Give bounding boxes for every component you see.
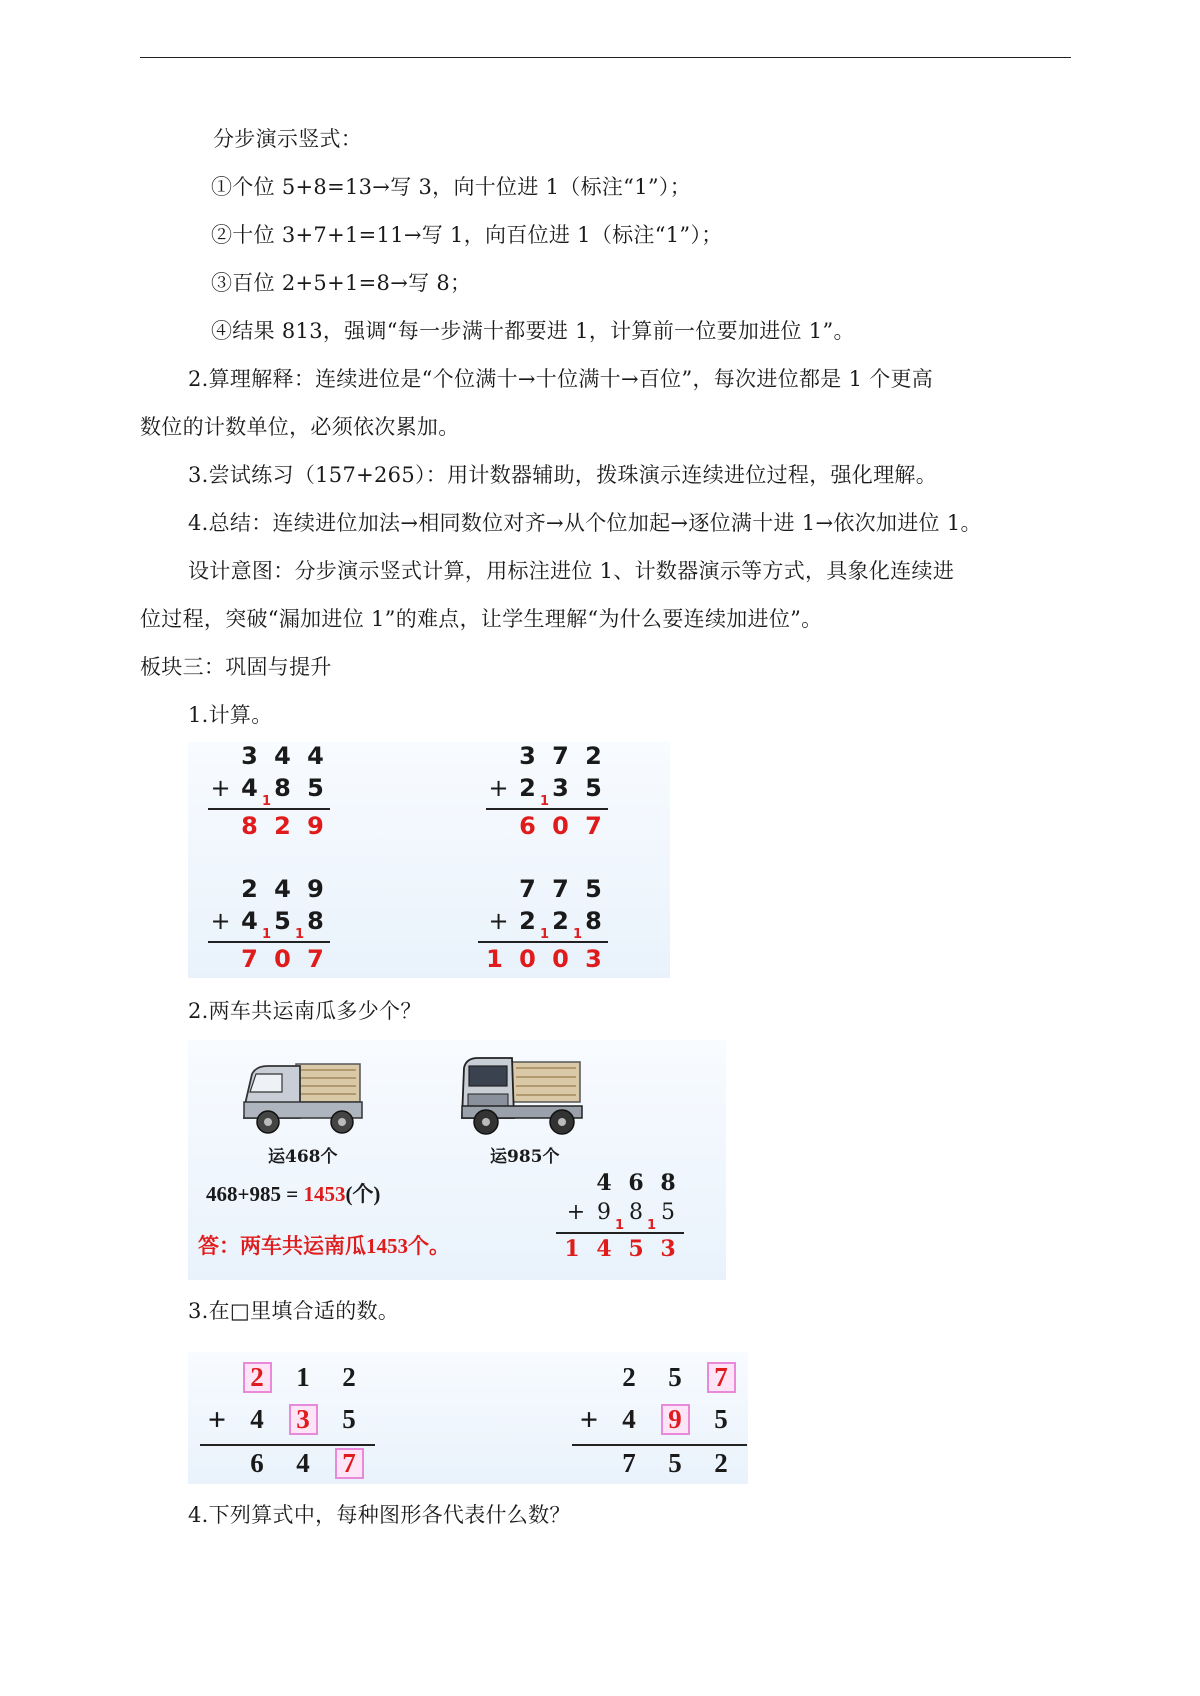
digit: 4 [622, 1404, 636, 1434]
digit: 7 [552, 875, 569, 903]
addend-top [233, 875, 332, 903]
sum-result [233, 812, 332, 840]
paragraph: 2.算理解释：连续进位是“个位满十→十位满十→百位”，每次进位都是 1 个更高 [188, 367, 934, 391]
digit: 1 [486, 945, 503, 973]
exercise-2-panel [188, 1040, 726, 1280]
digit: 6 [519, 812, 536, 840]
addend-bottom [200, 1401, 372, 1437]
plus-sign: + [207, 1401, 227, 1437]
digit: 2 [585, 742, 602, 770]
digit: 4 [274, 875, 291, 903]
paragraph: ①个位 5+8=13→写 3，向十位进 1（标注“1”）； [211, 175, 692, 199]
digit: 5 [585, 774, 602, 802]
digit: 4 [596, 1170, 612, 1196]
sum-line [572, 1444, 747, 1446]
carry-mark: 1 [615, 1218, 625, 1233]
header-rule [140, 57, 1071, 58]
addend-top [606, 1362, 744, 1393]
digit: 2 [552, 907, 569, 935]
digit: 3 [585, 945, 602, 973]
digit: 8 [307, 907, 324, 935]
equation [206, 1178, 380, 1208]
carry-mark: 1 [540, 794, 550, 809]
answer-box[interactable]: 7 [335, 1448, 364, 1479]
carry-mark: 1 [262, 794, 272, 809]
digit: 0 [552, 945, 569, 973]
digit: 2 [714, 1448, 728, 1478]
plus-sign: + [210, 907, 231, 935]
digit: 3 [519, 742, 536, 770]
digit: 3 [660, 1236, 676, 1262]
digit: 7 [241, 945, 258, 973]
digit: 6 [628, 1170, 644, 1196]
plus-sign: + [488, 907, 509, 935]
plus-sign: + [579, 1401, 599, 1437]
truck-caption: 运468个 [268, 1147, 338, 1167]
paragraph: ③百位 2+5+1=8→写 8； [211, 271, 472, 295]
digit: 8 [274, 774, 291, 802]
digit: 7 [585, 812, 602, 840]
digit: 5 [585, 875, 602, 903]
digit: 1 [296, 1362, 310, 1392]
question-4: 4.下列算式中，每种图形各代表什么数？ [188, 1503, 571, 1527]
paragraph: 数位的计数单位，必须依次累加。 [140, 415, 460, 439]
digit: 5 [668, 1362, 682, 1392]
paragraph: 位过程，突破“漏加进位 1”的难点，让学生理解“为什么要连续加进位”。 [140, 607, 823, 631]
addend-top [588, 1170, 684, 1196]
answer-sentence: 答：两车共运南瓜1453个。 [198, 1234, 450, 1258]
plus-sign: + [566, 1200, 586, 1225]
sum-line [208, 941, 330, 943]
equation-value: 1453 [303, 1182, 346, 1206]
carry-mark: 1 [573, 927, 583, 942]
digit: 0 [519, 945, 536, 973]
digit: 0 [552, 812, 569, 840]
carry-mark: 1 [647, 1218, 657, 1233]
truck-caption: 运985个 [490, 1147, 560, 1167]
paragraph: ④结果 813，强调“每一步满十都要进 1，计算前一位要加进位 1”。 [211, 319, 855, 343]
truck-icon [454, 1048, 586, 1138]
exercise-1-panel [188, 742, 670, 978]
digit: 1 [564, 1236, 580, 1262]
question-1: 1.计算。 [188, 703, 273, 727]
digit: 4 [241, 907, 258, 935]
sum-result [511, 812, 610, 840]
plus-sign: + [488, 774, 509, 802]
sum-result [478, 945, 610, 973]
digit: 2 [241, 875, 258, 903]
sum-result [556, 1236, 684, 1262]
digit: 4 [596, 1236, 612, 1262]
digit: 6 [250, 1448, 264, 1478]
digit: 7 [552, 742, 569, 770]
digit: 2 [622, 1362, 636, 1392]
digit: 5 [714, 1404, 728, 1434]
sum-result [233, 945, 332, 973]
digit: 3 [241, 742, 258, 770]
answer-box[interactable]: 7 [707, 1362, 736, 1393]
sum-line [486, 808, 608, 810]
paragraph: 分步演示竖式： [213, 127, 363, 151]
addend-top [511, 742, 610, 770]
digit: 7 [519, 875, 536, 903]
digit: 5 [661, 1200, 675, 1225]
carry-mark: 1 [262, 927, 272, 942]
answer-box[interactable]: 9 [661, 1404, 690, 1435]
digit: 4 [307, 742, 324, 770]
sum-result [606, 1448, 744, 1479]
digit: 5 [274, 907, 291, 935]
answer-box[interactable]: 2 [243, 1362, 272, 1393]
digit: 5 [668, 1448, 682, 1478]
digit: 8 [241, 812, 258, 840]
section-heading: 板块三：巩固与提升 [140, 655, 332, 679]
digit: 9 [307, 875, 324, 903]
addend-top [234, 1362, 372, 1393]
digit: 7 [307, 945, 324, 973]
paragraph: ②十位 3+7+1=11→写 1，向百位进 1（标注“1”）； [211, 223, 723, 247]
digit: 8 [660, 1170, 676, 1196]
digit: 7 [622, 1448, 636, 1478]
digit: 9 [307, 812, 324, 840]
digit: 0 [274, 945, 291, 973]
question-2: 2.两车共运南瓜多少个？ [188, 999, 422, 1023]
digit: 4 [241, 774, 258, 802]
sum-line [478, 941, 608, 943]
truck-icon [238, 1052, 364, 1138]
digit: 4 [274, 742, 291, 770]
digit: 2 [519, 907, 536, 935]
digit: 4 [296, 1448, 310, 1478]
addend-top [233, 742, 332, 770]
addend-top [511, 875, 610, 903]
digit: 2 [519, 774, 536, 802]
digit: 5 [342, 1404, 356, 1434]
digit: 2 [342, 1362, 356, 1392]
digit: 8 [629, 1200, 643, 1225]
exercise-3-panel [188, 1352, 748, 1484]
sum-line [556, 1232, 684, 1234]
sum-result [234, 1448, 372, 1479]
question-3: 3.在□里填合适的数。 [188, 1299, 400, 1323]
digit: 8 [585, 907, 602, 935]
plus-sign: + [210, 774, 231, 802]
digit: 3 [552, 774, 569, 802]
digit: 5 [307, 774, 324, 802]
paragraph: 4.总结：连续进位加法→相同数位对齐→从个位加起→逐位满十进 1→依次加进位 1。 [188, 511, 982, 535]
sum-line [208, 808, 330, 810]
digit: 5 [628, 1236, 644, 1262]
digit: 4 [250, 1404, 264, 1434]
paragraph: 设计意图：分步演示竖式计算，用标注进位 1、计数器演示等方式，具象化连续进 [188, 559, 955, 583]
carry-mark: 1 [540, 927, 550, 942]
carry-mark: 1 [295, 927, 305, 942]
equation-unit: (个) [345, 1182, 381, 1206]
equation-left: 468+985 = [206, 1182, 304, 1206]
addend-bottom [572, 1401, 744, 1437]
paragraph: 3.尝试练习（157+265）：用计数器辅助，拨珠演示连续进位过程，强化理解。 [188, 463, 937, 487]
sum-line [200, 1444, 375, 1446]
digit: 9 [597, 1200, 611, 1225]
digit: 2 [274, 812, 291, 840]
answer-box[interactable]: 3 [289, 1404, 318, 1435]
